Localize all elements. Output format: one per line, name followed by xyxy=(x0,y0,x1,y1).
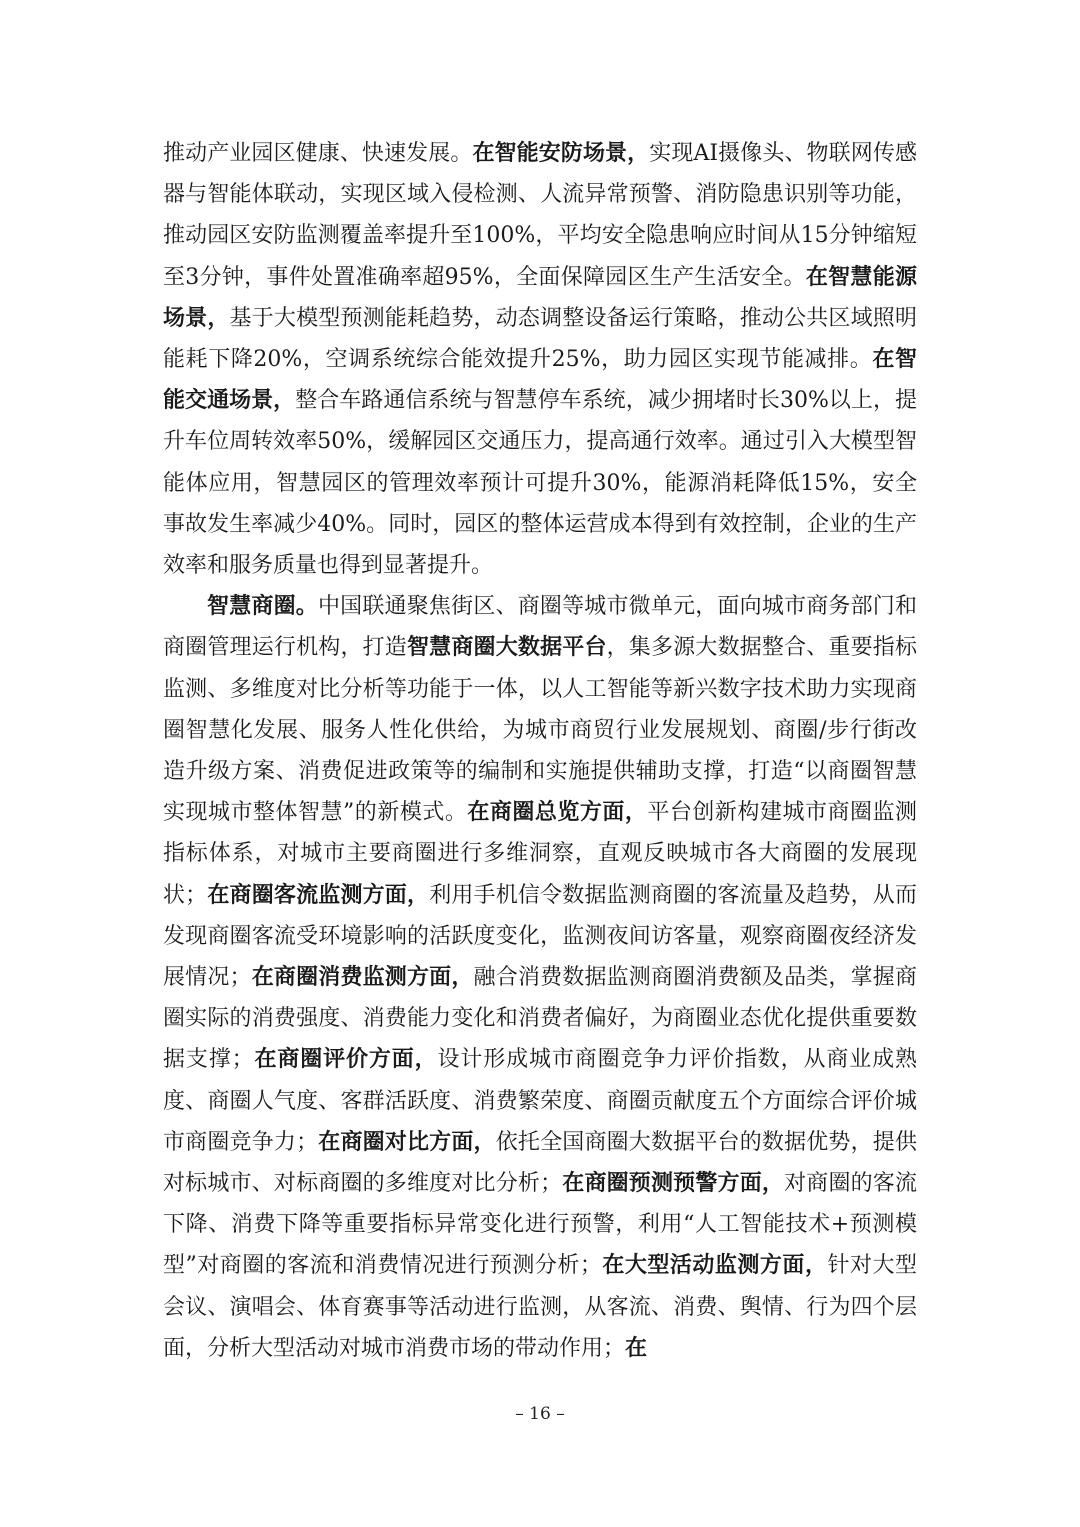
bold-phrase: 智慧商圈。 xyxy=(207,593,318,620)
bold-phrase: 智慧商圈大数据平台 xyxy=(407,634,607,661)
text-segment: 利用手机信令数据监测商圈的客流量及趋势，从而发现商圈客流受环境影响的活跃度变化，监测夜间访客量，观察商圈夜经济发展情况； xyxy=(163,882,917,991)
document-body xyxy=(163,133,917,1369)
text-segment: 融合消费数据监测商圈消费额及品类，掌握商圈实际的消费强度、消费能力变化和消费者偏好，为商圈业态优化提供重要数据支撑； xyxy=(163,965,917,1073)
text-segment: 设计形成城市商圈竞争力评价指数，从商业成熟度、商圈人气度、客群活跃度、消费繁荣度、商圈贡献度五个方面综合评价城市商圈竞争力； xyxy=(163,1047,917,1155)
text-segment: 推动产业园区健康、快速发展。 xyxy=(163,141,473,166)
bold-phrase: 在商圈总览方面， xyxy=(467,799,648,826)
bold-phrase: 在商圈评价方面， xyxy=(253,1046,438,1073)
text-segment: 实现AI摄像头、物联网传感器与智能体联动，实现区域入侵检测、人流异常预警、消防隐患识别等功能，推动园区安防监测覆盖率提升至100%，平均安全隐患响应时间从15分钟缩短至3分钟，事件处置准确率超95%，全面保障园区生产生活安全。 xyxy=(163,141,917,290)
text-segment: 整合车路通信系统与智慧停车系统，减少拥堵时长30%以上，提升车位周转效率50%，缓解园区交通压力，提高通行效率。通过引入大模型智能体应用，智慧园区的管理效率预计可提升30%，能源消耗降低15%，安全事故发生率减少40%。同时，园区的整体运营成本得到有效控制，企业的生产效率和服务质量也得到显著提升。 xyxy=(163,388,917,579)
page-number: – 16 – xyxy=(515,1404,565,1424)
paragraph xyxy=(163,586,917,1369)
text-segment: ，集多源大数据整合、重要指标监测、多维度对比分析等功能于一体，以人工智能等新兴数字技术助力实现商圈智慧化发展、服务人性化供给，为城市商贸行业发展规划、商圈/步行街改造升级方案、消费促进政策等的编制和实施提供辅助支撑，打造“以商圈智慧实现城市整体智慧”的新模式。 xyxy=(163,635,917,826)
text-segment: 对商圈的客流下降、消费下降等重要指标异常变化进行预警，利用“人工智能技术+预测模型”对商圈的客流和消费情况进行预测分析； xyxy=(163,1171,917,1279)
text-segment: 针对大型会议、演唱会、体育赛事等活动进行监测，从客流、消费、舆情、行为四个层面，分析大型活动对城市消费市场的带动作用； xyxy=(163,1253,917,1361)
text-segment: 中国联通聚焦街区、商圈等城市微单元，面向城市商务部门和商圈管理运行机构，打造 xyxy=(163,594,917,661)
text-segment: 依托全国商圈大数据平台的数据优势，提供对标城市、对标商圈的多维度对比分析； xyxy=(163,1129,917,1197)
bold-phrase: 在智能交通场景， xyxy=(163,346,917,414)
bold-phrase: 在大型活动监测方面， xyxy=(601,1252,828,1279)
text-segment: 基于大模型预测能耗趋势，动态调整设备运行策略，推动公共区域照明能耗下降20%，空调系统综合能效提升25%，助力园区实现节能减排。 xyxy=(163,305,917,373)
text-segment: 平台创新构建城市商圈监测指标体系，对城市主要商圈进行多维洞察，直观反映城市各大商圈的发展现状； xyxy=(163,800,917,908)
bold-phrase: 在商圈对比方面， xyxy=(318,1128,496,1155)
bold-phrase: 在商圈消费监测方面， xyxy=(251,964,474,991)
bold-phrase: 在智能安防场景， xyxy=(472,140,650,166)
bold-phrase: 在智慧能源场景， xyxy=(163,263,917,331)
bold-phrase: 在商圈客流监测方面， xyxy=(207,881,430,908)
bold-phrase: 在 xyxy=(625,1334,648,1361)
bold-phrase: 在商圈预测预警方面， xyxy=(562,1170,785,1197)
paragraph xyxy=(163,133,917,586)
